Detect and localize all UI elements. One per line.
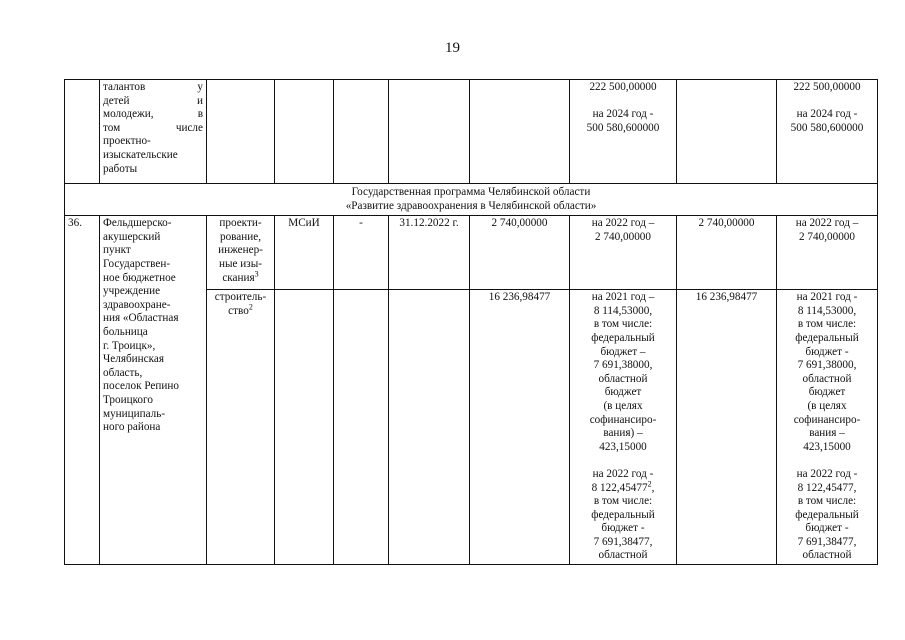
funding-text: на 2021 год – 8 114,53000, в том числе: федеральный бюджет – 7 691,38000, областной бюджет (в целях софинансиро- вания) – 423,15000 на 2022 год - 8 122,45477 — [589, 291, 657, 494]
name-line: детей и — [103, 94, 203, 107]
investment-objects-table — [64, 79, 878, 565]
cell-number — [65, 80, 100, 184]
cell-number: 36. — [65, 216, 100, 565]
cell-deadline — [389, 290, 470, 565]
cell-funding: на 2022 год – 2 740,00000 — [570, 216, 677, 290]
cell-work-type — [207, 216, 275, 290]
cell-funding-total: на 2022 год – 2 740,00000 — [777, 216, 878, 290]
work-type-text: проекти- рование, инженер- ные изы- скания — [218, 217, 263, 284]
name-line: том числе — [103, 121, 203, 134]
table-row-program — [65, 184, 878, 216]
cell-deadline: 31.12.2022 г. — [389, 216, 470, 290]
cell-object-name — [100, 80, 207, 184]
page-number: 19 — [445, 40, 460, 56]
cell-funding — [570, 290, 677, 565]
footnote-mark: 2 — [647, 478, 652, 488]
funding-text-cont: , в том числе: федеральный бюджет - 7 691,38477, областной — [591, 481, 655, 562]
cell-funding-total: на 2021 год - 8 114,53000, в том числе: федеральный бюджет - 7 691,38000, областной бюджет (в целях софинансиро- вания – 423,15000 на 2022 год - 8 122,45477, в том числе: федеральный бюджет - 7 691,38477, областной — [777, 290, 878, 565]
cell-dash — [334, 290, 389, 565]
cell-deadline — [389, 80, 470, 184]
cell-estimate: 16 236,98477 — [470, 290, 570, 565]
cell-total: 2 740,00000 — [677, 216, 777, 290]
cell-funding: 222 500,00000 на 2024 год - 500 580,600000 — [570, 80, 677, 184]
cell-customer — [275, 80, 334, 184]
cell-total — [677, 80, 777, 184]
cell-work-type — [207, 290, 275, 565]
cell-dash: - — [334, 216, 389, 290]
cell-total: 16 236,98477 — [677, 290, 777, 565]
cell-customer: МСиИ — [275, 216, 334, 290]
program-title-line: «Развитие здравоохранения в Челябинской области» — [345, 199, 597, 212]
footnote-mark: 2 — [248, 302, 253, 312]
cell-dash — [334, 80, 389, 184]
name-line: молодежи, в — [103, 108, 203, 121]
footnote-mark: 3 — [254, 268, 259, 278]
cell-object-name: Фельдшерско- акушерский пункт Государствен- ное бюджетное учреждение здравоохране- ния «Областная больница г. Троицк», Челябинская область, поселок Репино Троицкого муниципаль- ного района — [100, 216, 207, 565]
cell-funding-total: 222 500,00000 на 2024 год - 500 580,600000 — [777, 80, 878, 184]
program-banner — [65, 184, 878, 216]
table-row-36-design — [65, 216, 878, 290]
name-tail: проектно- изыскательские работы — [103, 135, 178, 175]
work-type-text: строитель- ство — [214, 291, 267, 317]
cell-work-type — [207, 80, 275, 184]
cell-estimate: 2 740,00000 — [470, 216, 570, 290]
table-row-continuation — [65, 80, 878, 184]
cell-customer — [275, 290, 334, 565]
name-line: талантов у — [103, 81, 203, 93]
cell-estimate — [470, 80, 570, 184]
program-title-line: Государственная программа Челябинской области — [351, 186, 591, 198]
